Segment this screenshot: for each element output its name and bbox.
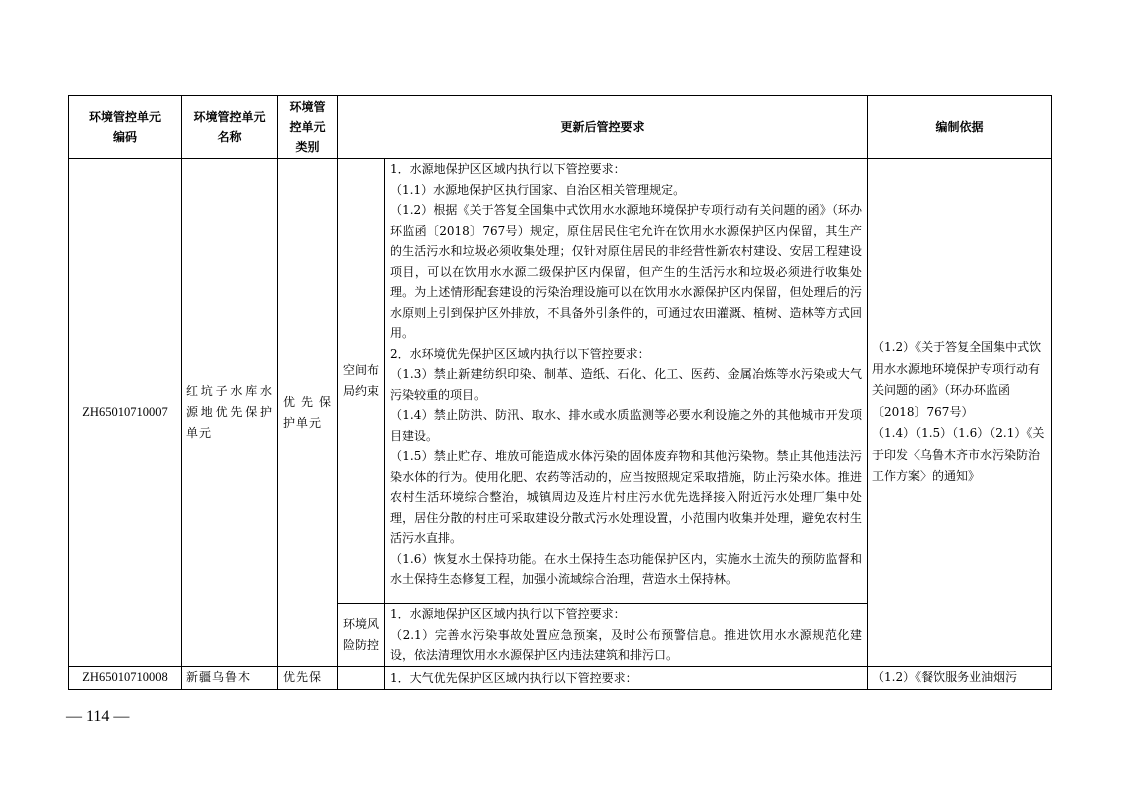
- requirements-risk: [385, 604, 868, 667]
- header-code: 环境管控单元编码: [69, 96, 182, 159]
- req-line: （1.3）禁止新建纺织印染、制革、造纸、石化、化工、医药、金属冶炼等水污染或大气污染较重的项目。: [390, 367, 862, 402]
- basis-line: （1.4）（1.5）（1.6）（2.1）《关于印发〈乌鲁木齐市水污染防治工作方案〉的通知》: [872, 426, 1045, 484]
- req-line: 1．水源地保护区区域内执行以下管控要求：: [390, 607, 626, 621]
- basis-cell: （1.2）《餐饮服务业油烟污: [868, 667, 1052, 690]
- subcategory-spatial: 空间布局约束: [338, 159, 385, 604]
- unit-type: 优先保: [278, 667, 338, 690]
- req-line: 2．水环境优先保护区区域内执行以下管控要求：: [390, 346, 650, 361]
- basis-cell: [868, 159, 1052, 667]
- header-type: 环境管控单元类别: [278, 96, 338, 159]
- table-row: [69, 159, 1052, 604]
- requirements-spatial: [385, 159, 868, 604]
- subcategory-risk: 环境风险防控: [338, 604, 385, 667]
- req-line: （1.2）根据《关于答复全国集中式饮用水水源地环境保护专项行动有关问题的函》（环办环监函〔2018〕767号）规定，原住居民住宅允许在饮用水水源保护区内保留，其生产的生活污水和垃圾必须收集处理；仅针对原住居民的非经营性新农村建设、安居工程建设项目，可以在饮用水水源二级保护区内保留，但产生的生活污水和垃圾必须进行收集处理。为上述情形配套建设的污染治理设施可以在饮用水水源保护区内保留，但处理后的污水原则上引到保护区外排放，不具备外引条件的，可通过农田灌溉、植树、造林等方式回用。: [390, 203, 862, 340]
- unit-code: ZH65010710007: [69, 159, 182, 667]
- unit-code: ZH65010710008: [69, 667, 182, 690]
- subcategory-empty: [338, 667, 385, 690]
- unit-type: 优先保护单元: [278, 159, 338, 667]
- req-line: （1.1）水源地保护区执行国家、自治区相关管理规定。: [390, 182, 686, 197]
- table-row: [69, 667, 1052, 690]
- header-requirements: 更新后管控要求: [338, 96, 868, 159]
- req-line: （1.5）禁止贮存、堆放可能造成水体污染的固体废弃物和其他污染物。禁止其他违法污染水体的行为。使用化肥、农药等活动的，应当按照规定采取措施，防止污染水体。推进农村生活环境综合整治，城镇周边及连片村庄污水优先选择接入附近污水处理厂集中处理，居住分散的村庄可采取建设分散式污水处理设置，小范围内收集并处理，避免农村生活污水直排。: [390, 449, 862, 545]
- req-line: （1.4）禁止防洪、防汛、取水、排水或水质监测等必要水利设施之外的其他城市开发项目建设。: [390, 408, 862, 443]
- req-line: （1.6）恢复水土保持功能。在水土保持生态功能保护区内，实施水土流失的预防监督和水土保持生态修复工程，加强小流域综合治理，营造水土保持林。: [390, 551, 862, 586]
- page-number: — 114 —: [66, 708, 130, 725]
- unit-name: 红坑子水库水源地优先保护单元: [182, 159, 278, 667]
- basis-line: （1.2）《关于答复全国集中式饮用水水源地环境保护专项行动有关问题的函》（环办环监函〔2018〕767号）: [872, 340, 1042, 419]
- requirements-cell: 1．大气优先保护区区域内执行以下管控要求：: [385, 667, 868, 690]
- control-requirements-table: [68, 95, 1052, 690]
- header-basis: 编制依据: [868, 96, 1052, 159]
- req-line: （2.1）完善水污染事故处置应急预案，及时公布预警信息。推进饮用水水源规范化建设，依法清理饮用水水源保护区内违法建筑和排污口。: [390, 627, 862, 662]
- header-name: 环境管控单元名称: [182, 96, 278, 159]
- header-row: [69, 96, 1052, 159]
- req-line: 1．水源地保护区区域内执行以下管控要求：: [390, 162, 626, 176]
- unit-name: 新疆乌鲁木: [182, 667, 278, 690]
